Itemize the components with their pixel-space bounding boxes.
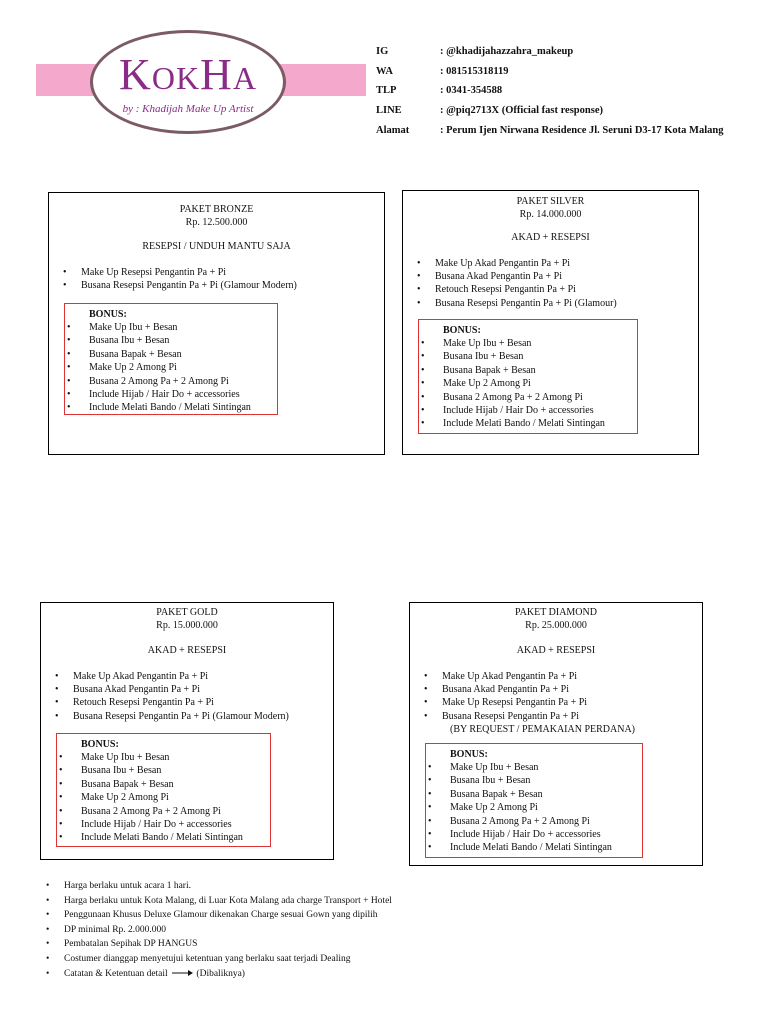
list-item: • Costumer dianggap menyetujui ketentuan yang berlaku saat terjadi Dealing [64,952,392,967]
list-item: • Make Up Ibu + Besan [443,337,637,350]
list-item: • Include Hijab / Hair Do + accessories [450,828,642,841]
list-item: • Retouch Resepsi Pengantin Pa + Pi [435,283,698,296]
list-item: • Make Up Resepsi Pengantin Pa + Pi [442,696,702,709]
list-item: • Catatan & Ketentuan detail (Dibaliknya) [64,967,392,982]
bonus-label: BONUS: [81,739,119,750]
list-item: • Make Up Ibu + Besan [81,751,270,764]
list-item: • Harga berlaku untuk acara 1 hari. [64,879,392,894]
package-items [41,670,333,724]
bonus-box [418,319,638,434]
list-item: • Retouch Resepsi Pengantin Pa + Pi [73,696,333,709]
list-item: • Include Melati Bando / Melati Sintingan [443,417,637,430]
bonus-box [425,743,643,858]
list-item: • Busana Ibu + Besan [81,764,270,777]
package-items [49,266,384,293]
contact-info [376,42,723,140]
list-item: • Busana Akad Pengantin Pa + Pi [442,683,702,696]
contact-row: Alamat : Perum Ijen Nirwana Residence Jl. Seruni D3-17 Kota Malang [376,124,724,136]
terms-notes [36,879,392,981]
list-item: • Make Up Akad Pengantin Pa + Pi [442,670,702,683]
logo-title: KOKHA [119,50,257,99]
list-item: • Busana 2 Among Pa + 2 Among Pi [450,815,642,828]
list-item: • Busana Bapak + Besan [450,788,642,801]
arrow-right-icon [170,969,194,977]
list-item: • Busana 2 Among Pa + 2 Among Pi [81,805,270,818]
list-item: • Pembatalan Sepihak DP HANGUS [64,937,392,952]
package-type: AKAD + RESEPSI [147,645,227,656]
list-item: • Busana Bapak + Besan [81,778,270,791]
contact-row: WA : 081515318119 [376,65,509,77]
list-item: • Busana Ibu + Besan [89,334,277,347]
list-item: • Busana Akad Pengantin Pa + Pi [73,683,333,696]
list-item: • Busana 2 Among Pa + 2 Among Pi [443,391,637,404]
list-item: • Busana Bapak + Besan [443,364,637,377]
list-item: • Busana Bapak + Besan [89,348,277,361]
package-type: AKAD + RESEPSI [511,232,590,243]
list-item: • Make Up Akad Pengantin Pa + Pi [73,670,333,683]
list-item: • Make Up Resepsi Pengantin Pa + Pi [81,266,384,279]
package-name: PAKET GOLD [156,607,218,618]
list-item: • Busana Resepsi Pengantin Pa + Pi (Glamour) [435,297,698,310]
list-item: • Include Melati Bando / Melati Sintingan [89,401,277,414]
list-item: • Make Up 2 Among Pi [81,791,270,804]
list-item: • DP minimal Rp. 2.000.000 [64,923,392,938]
package-silver [402,190,699,455]
bonus-label: BONUS: [443,325,481,336]
list-item: • Include Melati Bando / Melati Sintingan [81,831,270,844]
package-price: Rp. 25.000.000 [525,619,587,631]
package-note: (BY REQUEST / PEMAKAIAN PERDANA) [450,724,636,736]
list-item: • Busana Ibu + Besan [443,350,637,363]
list-item: • Make Up 2 Among Pi [450,801,642,814]
package-name: PAKET BRONZE [179,204,254,215]
list-item: • Include Hijab / Hair Do + accessories [81,818,270,831]
package-diamond [409,602,703,866]
logo-subtitle: by : Khadijah Make Up Artist [122,103,254,115]
list-item: • Penggunaan Khusus Deluxe Glamour dikenakan Charge sesuai Gown yang dipilih [64,908,392,923]
list-item: • Busana Resepsi Pengantin Pa + Pi (Glamour Modern) [73,710,333,723]
list-item: • Busana 2 Among Pa + 2 Among Pi [89,375,277,388]
package-gold [40,602,334,860]
list-item: • Make Up Akad Pengantin Pa + Pi [435,257,698,270]
bonus-label: BONUS: [450,749,488,760]
package-type: RESEPSI / UNDUH MANTU SAJA [142,241,291,252]
list-item: • Make Up 2 Among Pi [443,377,637,390]
contact-row: TLP : 0341-354588 [376,85,503,97]
package-name: PAKET SILVER [516,196,585,207]
list-item: • Busana Resepsi Pengantin Pa + Pi (Glamour Modern) [81,279,384,292]
list-item: • Include Melati Bando / Melati Sintingan [450,841,642,854]
list-item: • Make Up 2 Among Pi [89,361,277,374]
package-type: AKAD + RESEPSI [516,645,596,656]
list-item: • Busana Resepsi Pengantin Pa + Pi [442,710,702,723]
list-item: • Include Hijab / Hair Do + accessories [89,388,277,401]
list-item: • Make Up Ibu + Besan [89,321,277,334]
contact-row: IG : @khadijahazzahra_makeup [376,46,574,58]
list-item: • Make Up Ibu + Besan [450,761,642,774]
contact-row: LINE : @piq2713X (Official fast response) [376,105,603,117]
bonus-box [56,733,271,847]
list-item: • Include Hijab / Hair Do + accessories [443,404,637,417]
bonus-label: BONUS: [89,309,127,320]
package-price: Rp. 14.000.000 [519,208,582,220]
package-name: PAKET DIAMOND [515,607,597,618]
package-price: Rp. 15.000.000 [156,619,218,631]
package-bronze [48,192,385,455]
list-item: • Busana Ibu + Besan [450,774,642,787]
list-item: • Busana Akad Pengantin Pa + Pi [435,270,698,283]
logo [90,30,286,134]
package-items [403,257,698,311]
bonus-box [64,303,278,415]
package-price: Rp. 12.500.000 [185,216,248,228]
package-items [410,670,702,724]
list-item: • Harga berlaku untuk Kota Malang, di Luar Kota Malang ada charge Transport + Hotel [64,894,392,909]
